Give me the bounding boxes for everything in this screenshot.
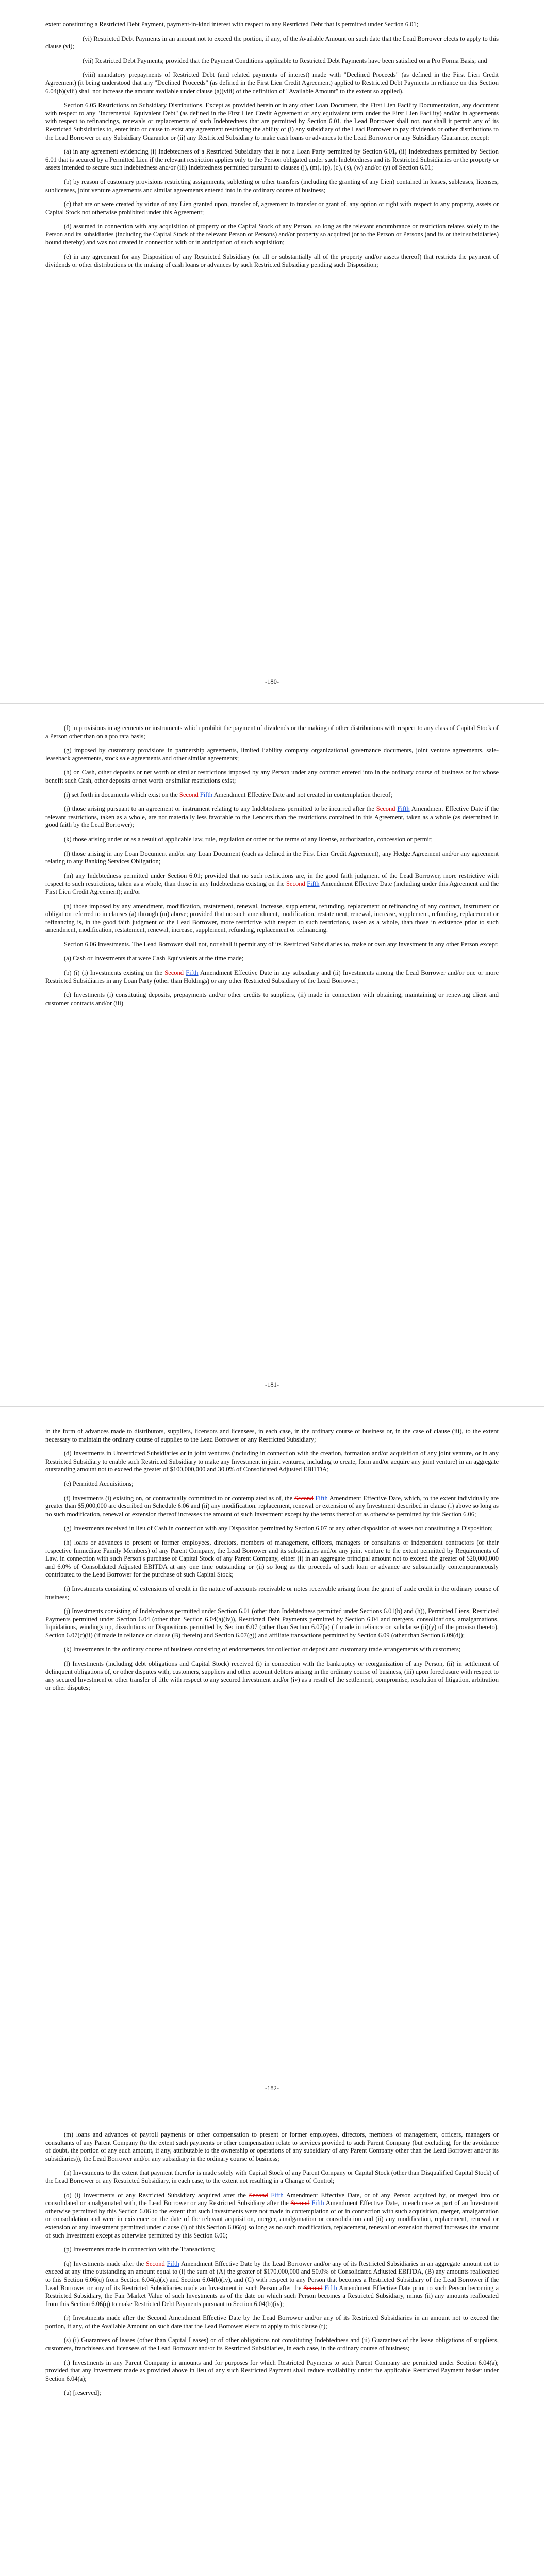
paragraph: (i) set forth in documents which exist on the Second Fifth Amendment Effective Date and not created in contemplation thereof; bbox=[64, 791, 392, 799]
paragraph: (f) in provisions in agreements or instruments which prohibit the payment of dividends or the making of other distributions with respect to any class of Capital Stock of a Person other than on a pro rata basis; bbox=[45, 724, 499, 740]
paragraph: (l) those arising in any Loan Document and/or any Loan Document (each as defined in the First Lien Credit Agreement), any Hedge Agreement and/or any agreement relating to any Banking Services Obligation; bbox=[45, 850, 499, 866]
document-page-3 bbox=[0, 1406, 544, 2110]
redline-insertion: Fifth bbox=[324, 2284, 337, 2292]
page-body bbox=[45, 724, 499, 1013]
redline-insertion: Fifth bbox=[311, 2199, 324, 2207]
redline-insertion: Fifth bbox=[307, 880, 320, 888]
redline-deletion: Second bbox=[294, 1494, 314, 1502]
paragraph: (u) [reserved]; bbox=[64, 2389, 101, 2397]
page-number: -180- bbox=[265, 678, 279, 685]
paragraph: (viii) mandatory prepayments of Restricted Debt (and related payments of interest) made with "Declined Proceeds" (as defined in the First Lien Credit Agreement) (it being understood that any "Declined Proceeds" (as defined in the First Lien Credit Agreement) applied to Restricted Debt Payments in reliance on this Section 6.04(b)(viii) shall not increase the amount available under clause (a)(viii) of the definition of "Available Amount" to the extent so applied). bbox=[45, 71, 499, 95]
redline-deletion: Second bbox=[145, 2260, 165, 2267]
paragraph: (g) imposed by customary provisions in partnership agreements, limited liability company organizational governance documents, joint venture agreements, sale-leaseback agreements, stock sale agreements and other similar agreements; bbox=[45, 747, 499, 762]
paragraph: (g) Investments received in lieu of Cash in connection with any Disposition permitted by Section 6.07 or any other disposition of assets not constituting a Disposition; bbox=[64, 1524, 493, 1532]
paragraph: (h) on Cash, other deposits or net worth or similar restrictions imposed by any Person under any contract entered into in the ordinary course of business or for whose benefit such Cash, other deposits or net worth or similar restrictions exist; bbox=[45, 769, 499, 784]
paragraph: (e) in any agreement for any Disposition of any Restricted Subsidiary (or all or substantially all of the property and/or assets thereof) that restricts the payment of dividends or other distributions or the making of cash loans or advances by such Restricted Subsidiary pending such Disposition; bbox=[45, 253, 499, 268]
paragraph: (q) Investments made after the Second Fifth Amendment Effective Date by the Lead Borrower and/or any of its Restricted Subsidiaries in an aggregate amount not to exceed at any time outstanding an amount equal to (i) the sum of (A) the greater of $170,000,000 and 50.0% of Consolidated Adjusted EBITDA, (B) any amounts reallocated to this Section 6.06(q) from Section 6.04(a)(x) and Section 6.04(b)(iv), and (C) with respect to any Person that becomes a Restricted Subsidiary of the Lead Borrower if the Lead Borrower or any of its Restricted Subsidiaries made an Investment in such Person after the Second Fifth Amendment Effective Date prior to such Person becoming a Restricted Subsidiary, the Fair Market Value of such Investments as of the date on which such Person becomes a Restricted Subsidiary, minus (ii) any amounts reallocated from this Section 6.06(q) to make Restricted Debt Payments pursuant to Section 6.04(b)(iv); bbox=[45, 2260, 499, 2308]
redline-insertion: Fifth bbox=[167, 2260, 179, 2267]
page-number: -181- bbox=[265, 1381, 279, 1388]
paragraph: (f) Investments (i) existing on, or contractually committed to or contemplated as of, the Second Fifth Amendment Effective Date, which, to the extent individually are greater than $5,000,000 are described on Schedule 6.06 and (ii) any modification, replacement, renewal or extension of any Investment described in clause (i) above so long as no such modification, renewal or extension thereof increases the amount of such Investment except by the terms thereof or as otherwise permitted by this Section 6.06; bbox=[45, 1494, 499, 1518]
page-body bbox=[45, 21, 499, 275]
paragraph: (b) by reason of customary provisions restricting assignments, subletting or other transfers (including the granting of any Lien) contained in leases, subleases, licenses, sublicenses, joint venture agreements and similar agreements entered into in the ordinary course of business; bbox=[45, 178, 499, 194]
paragraph: (n) those imposed by any amendment, modification, restatement, renewal, increase, supplement, refunding, replacement or refinancing of any contract, instrument or obligation referred to in clauses (a) through (m) above; provided that no such amendment, modification, restatement, renewal, increase, supplement, refunding, replacement or refinancing is, in the good faith judgment of the Lead Borrower, more restrictive with respect to such restrictions, taken as a whole, than those in existence prior to such amendment, modification, restatement, renewal, increase, supplement, refunding, replacement or refinancing. bbox=[45, 902, 499, 934]
paragraph: (h) loans or advances to present or former employees, directors, members of management, officers, managers or consultants or independent contractors (or their respective Immediate Family Members) of any Parent Company, the Lead Borrower and its subsidiaries and/or any joint venture to the extent permitted by Requirements of Law, in connection with such Person's purchase of Capital Stock of any Parent Company, either (i) in an aggregate principal amount not to exceed the greater of $20,000,000 and 6.0% of Consolidated Adjusted EBITDA at any one time outstanding or (ii) so long as the proceeds of such loan or advance are substantially contemporaneously contributed to the Lead Borrower for the purchase of such Capital Stock; bbox=[45, 1538, 499, 1579]
paragraph: (s) (i) Guarantees of leases (other than Capital Leases) or of other obligations not constituting Indebtedness and (ii) Guarantees of the lease obligations of suppliers, customers, franchisees and licensees of the Lead Borrower and/or its Restricted Subsidiaries, in each case, in the ordinary course of business; bbox=[45, 2336, 499, 2352]
redline-deletion: Second bbox=[164, 969, 184, 977]
paragraph: (n) Investments to the extent that payment therefor is made solely with Capital Stock of any Parent Company or Capital Stock (other than Disqualified Capital Stock) of the Lead Borrower or any Restricted Subsidiary, in each case, to the extent not resulting in a Change of Control; bbox=[45, 2169, 499, 2184]
redline-insertion: Fifth bbox=[315, 1494, 328, 1502]
paragraph: (j) Investments consisting of Indebtedness permitted under Section 6.01 (other than Indebtedness permitted under Sections 6.01(b) and (h)), Permitted Liens, Restricted Payments permitted under Section 6.04 (other than Section 6.04(a)(iv)), Restricted Debt Payments permitted by Section 6.04 and mergers, consolidations, amalgamations, liquidations, windings up, dissolutions or Dispositions permitted by Section 6.07 (other than Section 6.07(a) (if made in reliance on subclause (ii)(y) of the proviso thereto), Section 6.07(c)(ii) (if made in reliance on clause (B) therein) and Section 6.07(g)) and affiliate transactions permitted by Section 6.09 (other than Section 6.09(d)); bbox=[45, 1607, 499, 1639]
paragraph: (c) Investments (i) constituting deposits, prepayments and/or other credits to suppliers, (ii) made in connection with obtaining, maintaining or renewing client and customer contracts and/or (iii) bbox=[45, 991, 499, 1007]
redline-insertion: Fifth bbox=[200, 791, 213, 799]
paragraph: (r) Investments made after the Second Amendment Effective Date by the Lead Borrower and/or any of its Restricted Subsidiaries in an amount not to exceed the portion, if any, of the Available Amount on such date that the Lead Borrower elects to apply to this clause (r); bbox=[45, 2314, 499, 2330]
paragraph: (vii) Restricted Debt Payments; provided that the Payment Conditions applicable to Restricted Debt Payments have been satisfied on a Pro Forma Basis; and bbox=[83, 57, 487, 64]
paragraph: in the form of advances made to distributors, suppliers, licensors and licensees, in each case, in the ordinary course of business or, in the case of clause (iii), to the extent necessary to maintain the ordinary course of supplies to the Lead Borrower or any Restricted Subsidiary; bbox=[45, 1428, 499, 1443]
paragraph: (k) Investments in the ordinary course of business consisting of endorsements for collection or deposit and customary trade arrangements with customers; bbox=[64, 1646, 461, 1653]
document-page-1 bbox=[0, 0, 544, 703]
redline-deletion: Second bbox=[249, 2191, 268, 2199]
redline-deletion: Second bbox=[286, 880, 305, 888]
paragraph: (a) Cash or Investments that were Cash Equivalents at the time made; bbox=[64, 955, 244, 962]
paragraph: (t) Investments in any Parent Company in amounts and for purposes for which Restricted Payments to such Parent Company are permitted under Section 6.04(a); provided that any Investment made as provided above in lieu of any such Restricted Payment shall reduce availability under the applicable Restricted Payment basket under Section 6.04(a); bbox=[45, 2359, 499, 2382]
paragraph: (vi) Restricted Debt Payments in an amount not to exceed the portion, if any, of the Available Amount on such date that the Lead Borrower elects to apply to this clause (vi); bbox=[45, 35, 499, 50]
paragraph: (a) in any agreement evidencing (i) Indebtedness of a Restricted Subsidiary that is not a Loan Party permitted by Section 6.01, (ii) Indebtedness permitted by Section 6.01 that is secured by a Permitted Lien if the relevant restriction applies only to the Person obligated under such Indebtedness and its Restricted Subsidiaries or the property or assets intended to secure such Indebtedness and/or (iii) Indebtedness permitted pursuant to clauses (j), (m), (p), (q), (s), (w) and/or (y) of Section 6.01; bbox=[45, 148, 499, 172]
redline-deletion: Second bbox=[290, 2199, 310, 2207]
paragraph: (m) any Indebtedness permitted under Section 6.01; provided that no such restrictions are, in the good faith judgment of the Lead Borrower, more restrictive with respect to such restrictions, taken as a whole, than those in any Indebtedness existing on the Second Fifth Amendment Effective Date (including under this Agreement and the First Lien Credit Agreement); and/or bbox=[45, 872, 499, 895]
document-page-4 bbox=[0, 2110, 544, 2576]
redline-deletion: Second bbox=[376, 805, 395, 813]
paragraph: (d) assumed in connection with any acquisition of property or the Capital Stock of any Person, so long as the relevant encumbrance or restriction relates solely to the Person and its subsidiaries (including the Capital Stock of the relevant Person or Persons) and/or property so acquired (or to the Person or Persons (and its or their subsidiaries) bound thereby) and was not created in connection with or in anticipation of such acquisition; bbox=[45, 223, 499, 246]
page-body bbox=[45, 1428, 499, 1698]
paragraph: (c) that are or were created by virtue of any Lien granted upon, transfer of, agreement to transfer or grant of, any option or right with respect to any property, assets or Capital Stock not otherwise prohibited under this Agreement; bbox=[45, 200, 499, 216]
redline-insertion: Fifth bbox=[397, 805, 410, 813]
paragraph: extent constituting a Restricted Debt Payment, payment-in-kind interest with respect to any Restricted Debt that is permitted under Section 6.01; bbox=[45, 21, 419, 28]
redline-deletion: Second bbox=[179, 791, 199, 799]
redline-insertion: Fifth bbox=[271, 2191, 284, 2199]
paragraph: (k) those arising under or as a result of applicable law, rule, regulation or order or the terms of any license, authorization, concession or permit; bbox=[64, 835, 433, 843]
paragraph: (j) those arising pursuant to an agreement or instrument relating to any Indebtedness permitted to be incurred after the Second Fifth Amendment Effective Date if the relevant restrictions, taken as a whole, are not materially less favorable to the Lenders than the restrictions contained in this Agreement, taken as a whole (as determined in good faith by the Lead Borrower); bbox=[45, 805, 499, 829]
redline-deletion: Second bbox=[303, 2284, 323, 2292]
paragraph: (e) Permitted Acquisitions; bbox=[64, 1480, 134, 1487]
paragraph: (p) Investments made in connection with the Transactions; bbox=[64, 2246, 215, 2253]
redline-insertion: Fifth bbox=[186, 969, 199, 977]
page-number: -182- bbox=[265, 2084, 279, 2092]
paragraph: (l) Investments (including debt obligations and Capital Stock) received (i) in connection with the bankruptcy or reorganization of any Person, (ii) in settlement of delinquent obligations of, or other disputes with, customers, suppliers and other account debtors arising in the ordinary course of business, (iii) upon foreclosure with respect to any secured Investment or other transfer of title with respect to any secured Investment and/or (iv) as a result of the settlement, compromise, resolution of litigation, arbitration or other disputes; bbox=[45, 1660, 499, 1691]
section-heading-paragraph: Section 6.06 Investments. The Lead Borrower shall not, nor shall it permit any of its Restricted Subsidiaries to, make or own any Investment in any other Person except: bbox=[64, 940, 499, 948]
section-heading-paragraph: Section 6.05 Restrictions on Subsidiary Distributions. Except as provided herein or in any other Loan Document, the First Lien Facility Documentation, any document with respect to any "Incremental Equivalent Debt" (as defined in the First Lien Credit Agreement or any equivalent term under the First Lien Facility) and/or in agreements with respect to refinancings, renewals or replacements of such Indebtedness that are permitted by Section 6.01, the Lead Borrower shall not, nor shall it permit any of its Restricted Subsidiaries to, enter into or cause to exist any agreement restricting the ability of (i) any subsidiary of the Lead Borrower to pay dividends or other distributions to the Lead Borrower or any Subsidiary Guarantor or (ii) any Restricted Subsidiary to make cash loans or advances to the Lead Borrower or any Subsidiary Guarantor, except: bbox=[45, 101, 499, 141]
paragraph: (d) Investments in Unrestricted Subsidiaries or in joint ventures (including in connection with the creation, formation and/or acquisition of any joint venture, or in any Restricted Subsidiary to enable such Restricted Subsidiary to make any Investment in joint ventures, including to create, form and/or acquire any joint venture) in an aggregate outstanding amount not to exceed the greater of $100,000,000 and 30.0% of Consolidated Adjusted EBITDA; bbox=[45, 1450, 499, 1473]
paragraph: (o) (i) Investments of any Restricted Subsidiary acquired after the Second Fifth Amendment Effective Date, or of any Person acquired by, or merged into or consolidated or amalgamated with, the Lead Borrower or any Restricted Subsidiary after the Second Fifth Amendment Effective Date, in each case as part of an Investment otherwise permitted by this Section 6.06 to the extent that such Investments were not made in contemplation of or in connection with such acquisition, merger, amalgamation or consolidation and were in existence on the date of the relevant acquisition, merger, amalgamation or consolidation and (ii) any modification, replacement, renewal or extension of any Investment permitted under clause (i) of this Section 6.06(o) so long as no such modification, replacement, renewal or extension thereof increases the amount of such Investment except as otherwise permitted by this Section 6.06; bbox=[45, 2191, 499, 2239]
document-page-2 bbox=[0, 703, 544, 1406]
paragraph: (i) Investments consisting of extensions of credit in the nature of accounts receivable or notes receivable arising from the grant of trade credit in the ordinary course of business; bbox=[45, 1585, 499, 1601]
paragraph: (m) loans and advances of payroll payments or other compensation to present or former employees, directors, members of management, officers, managers or consultants of any Parent Company (to the extent such payments or other compensation relate to services provided to such Parent Company (but excluding, for the avoidance of doubt, the portion of any such amount, if any, attributable to the ownership or operations of any subsidiary of any Parent Company other than the Lead Borrower and/or its subsidiaries)), the Lead Borrower and/or any subsidiary in the ordinary course of business; bbox=[45, 2131, 499, 2162]
paragraph: (b) (i) (i) Investments existing on the Second Fifth Amendment Effective Date in any subsidiary and (ii) Investments among the Lead Borrower and/or one or more Restricted Subsidiaries in any Loan Party (other than Holdings) or any other Restricted Subsidiary of the Lead Borrower; bbox=[45, 969, 499, 985]
page-body bbox=[45, 2131, 499, 2403]
